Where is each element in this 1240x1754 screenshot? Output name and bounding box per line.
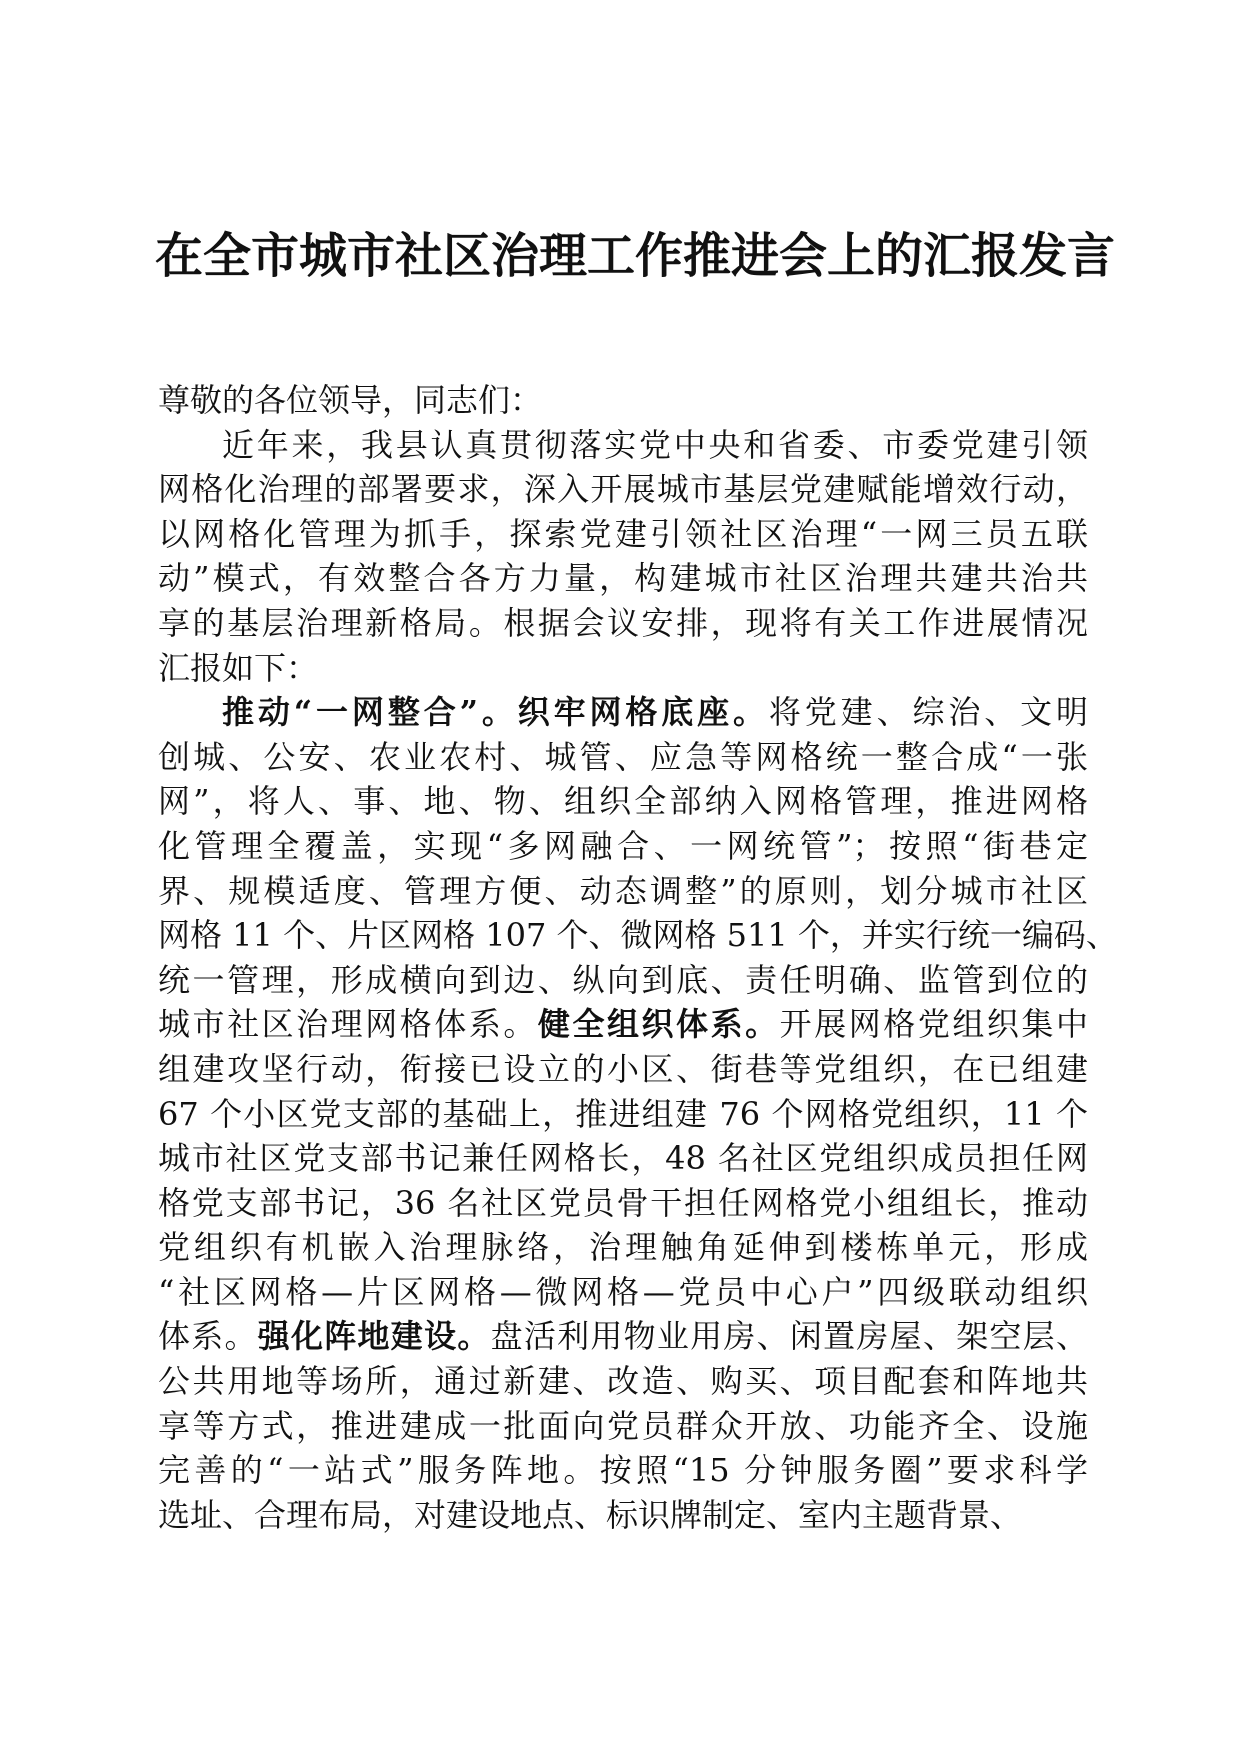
paragraph-line: 城市社区党支部书记兼任网格长，48 名社区党组织成员担任网 — [158, 1139, 1088, 1178]
paragraph-line: 动”模式，有效整合各方力量，构建城市社区治理共建共治共 — [158, 559, 1088, 598]
paragraph-line: 城市社区治理网格体系。健全组织体系。开展网格党组织集中 — [158, 1005, 1088, 1044]
paragraph-line: 推动“一网整合”。织牢网格底座。将党建、综治、文明 — [222, 693, 1088, 732]
paragraph-line: 界、规模适度、管理方便、动态调整”的原则，划分城市社区 — [158, 871, 1088, 910]
paragraph-line: 以网格化管理为抓手，探索党建引领社区治理“一网三员五联 — [158, 514, 1088, 553]
salutation-line: 尊敬的各位领导，同志们： — [158, 381, 543, 419]
paragraph-line: 公共用地等场所，通过新建、改造、购买、项目配套和阵地共 — [158, 1362, 1088, 1401]
paragraph-line: 完善的“一站式”服务阵地。按照“15 分钟服务圈”要求科学 — [158, 1451, 1088, 1490]
paragraph-line: 近年来，我县认真贯彻落实党中央和省委、市委党建引领 — [222, 425, 1088, 464]
paragraph-line: 体系。强化阵地建设。盘活利用物业用房、闲置房屋、架空层、 — [158, 1317, 1088, 1356]
paragraph-line: 党组织有机嵌入治理脉络，治理触角延伸到楼栋单元，形成 — [158, 1228, 1088, 1267]
paragraph-line: 网格化治理的部署要求，深入开展城市基层党建赋能增效行动， — [158, 470, 1088, 509]
paragraph-line: 选址、合理布局，对建设地点、标识牌制定、室内主题背景、 — [158, 1495, 1023, 1534]
paragraph-line: 创城、公安、农业农村、城管、应急等网格统一整合成“一张 — [158, 737, 1088, 776]
section-heading: 推动“一网整合”。织牢网格底座。 — [222, 693, 769, 732]
paragraph-line: 网格 11 个、片区网格 107 个、微网格 511 个，并实行统一编码、 — [158, 916, 1118, 955]
paragraph-line: 组建攻坚行动，衔接已设立的小区、街巷等党组织，在已组建 — [158, 1049, 1088, 1088]
document-title: 在全市城市社区治理工作推进会上的汇报发言 — [155, 228, 1116, 284]
section-heading: 健全组织体系。 — [537, 1005, 780, 1044]
paragraph-line: 化管理全覆盖，实现“多网融合、一网统管”；按照“街巷定 — [158, 826, 1088, 865]
paragraph-line: 汇报如下： — [158, 648, 319, 687]
paragraph-line: 统一管理，形成横向到边、纵向到底、责任明确、监管到位的 — [158, 960, 1088, 999]
paragraph-line: 67 个小区党支部的基础上，推进组建 76 个网格党组织，11 个 — [158, 1094, 1088, 1133]
paragraph-line: “社区网格—片区网格—微网格—党员中心户”四级联动组织 — [158, 1272, 1088, 1311]
paragraph-line: 网”，将人、事、地、物、组织全部纳入网格管理，推进网格 — [158, 782, 1088, 821]
section-heading: 强化阵地建设。 — [257, 1317, 491, 1356]
document-body — [158, 378, 1118, 1537]
paragraph-line: 享等方式，推进建成一批面向党员群众开放、功能齐全、设施 — [158, 1406, 1088, 1445]
paragraph-line: 享的基层治理新格局。根据会议安排，现将有关工作进展情况 — [158, 603, 1088, 642]
paragraph-line: 格党支部书记，36 名社区党员骨干担任网格党小组组长，推动 — [158, 1183, 1088, 1222]
